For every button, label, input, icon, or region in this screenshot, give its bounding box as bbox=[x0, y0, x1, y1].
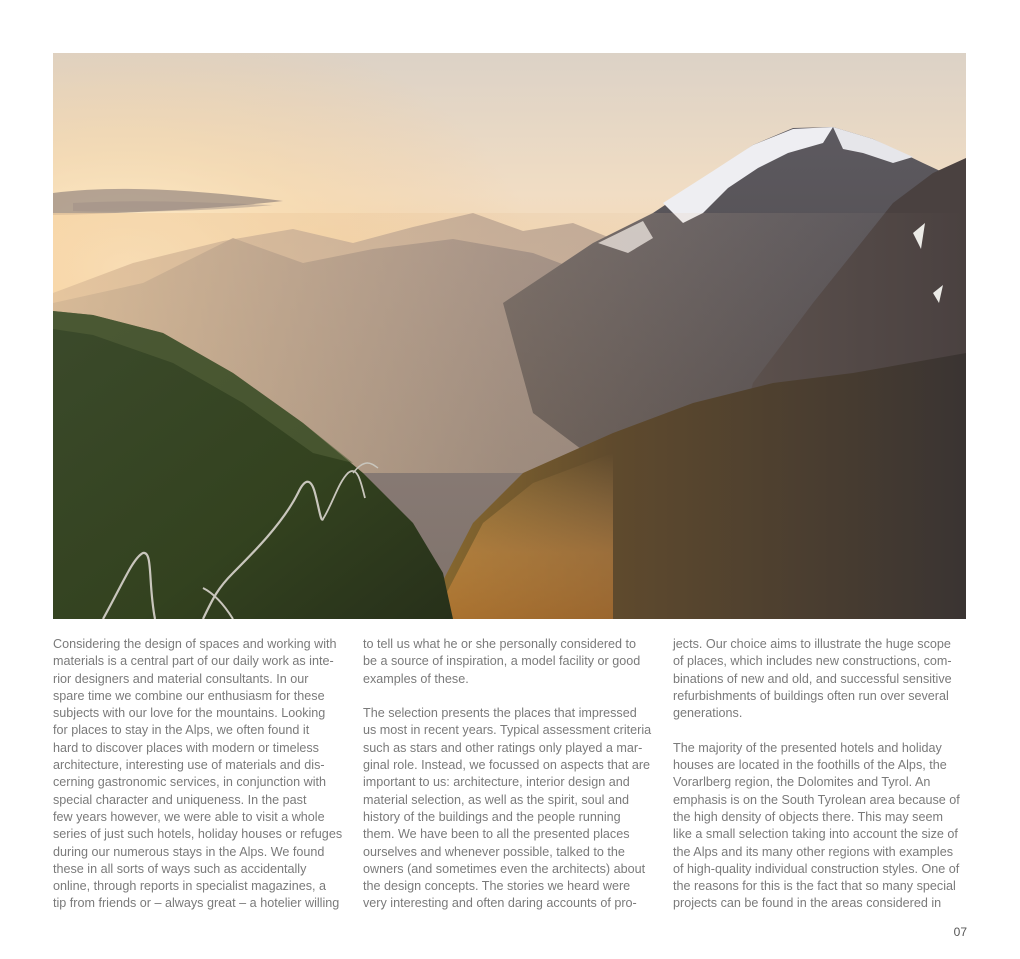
mountain-landscape-illustration bbox=[53, 53, 966, 619]
text-line: us most in recent years. Typical assessment criteria bbox=[363, 723, 652, 738]
page-number: 07 bbox=[953, 925, 967, 939]
text-line: these in all sorts of ways such as accidentally bbox=[53, 861, 307, 876]
text-line: such as stars and other ratings only played a mar- bbox=[363, 740, 643, 755]
text-line: subjects with our love for the mountains. Looking bbox=[53, 706, 326, 721]
text-line: to tell us what he or she personally considered to bbox=[363, 637, 637, 651]
paragraph bbox=[53, 636, 349, 913]
text-line: during our numerous stays in the Alps. We found bbox=[53, 844, 325, 859]
text-line: be a source of inspiration, a model facility or good bbox=[363, 654, 641, 669]
text-line: of high-quality individual construction styles. One of bbox=[673, 861, 960, 876]
text-line: for places to stay in the Alps, we often found it bbox=[53, 723, 310, 738]
text-line: examples of these. bbox=[363, 671, 469, 686]
text-line: Considering the design of spaces and working with bbox=[53, 637, 337, 651]
text-column-2 bbox=[363, 636, 659, 913]
text-line: materials is a central part of our daily work as inte- bbox=[53, 654, 334, 669]
text-line: online, through reports in specialist magazines, a bbox=[53, 879, 327, 894]
text-line: the Alps and its many other regions with examples bbox=[673, 844, 954, 859]
text-column-1 bbox=[53, 636, 349, 913]
text-line: very interesting and often daring accounts of pro- bbox=[363, 896, 637, 911]
text-line: Vorarlberg region, the Dolomites and Tyrol. An bbox=[673, 775, 931, 790]
text-line: the reasons for this is the fact that so many special bbox=[673, 879, 956, 894]
text-line: of places, which includes new constructions, com- bbox=[673, 654, 952, 669]
mountain-landscape-photo bbox=[53, 53, 966, 619]
text-line: the design concepts. The stories we heard were bbox=[363, 879, 631, 894]
paragraph bbox=[673, 740, 969, 913]
text-line: architecture, interesting use of materials and dis- bbox=[53, 758, 325, 773]
text-line: projects can be found in the areas considered in bbox=[673, 896, 942, 911]
text-line: spare time we combine our enthusiasm for these bbox=[53, 688, 325, 703]
text-line: The majority of the presented hotels and holiday bbox=[673, 740, 942, 755]
paragraph-gap bbox=[673, 722, 969, 739]
text-line: cerning gastronomic services, in conjunction with bbox=[53, 775, 326, 790]
text-line: the high density of objects there. This may seem bbox=[673, 809, 943, 824]
paragraph-gap bbox=[363, 688, 659, 705]
text-line: emphasis is on the South Tyrolean area because of bbox=[673, 792, 960, 807]
text-line: jects. Our choice aims to illustrate the huge scope bbox=[673, 637, 951, 651]
text-line: them. We have been to all the presented places bbox=[363, 827, 630, 842]
text-line: ourselves and whenever possible, talked to the bbox=[363, 844, 625, 859]
text-line: history of the buildings and the people running bbox=[363, 809, 621, 824]
paragraph bbox=[673, 636, 969, 722]
text-line: important to us: architecture, interior design and bbox=[363, 775, 630, 790]
text-line: The selection presents the places that impressed bbox=[363, 706, 637, 721]
text-line: few years however, we were able to visit a whole bbox=[53, 809, 325, 824]
text-column-3 bbox=[673, 636, 969, 913]
text-line: hard to discover places with modern or timeless bbox=[53, 740, 319, 755]
text-line: material selection, as well as the spirit, soul and bbox=[363, 792, 629, 807]
text-line: rior designers and material consultants. In our bbox=[53, 671, 309, 686]
text-line: owners (and sometimes even the architects) about bbox=[363, 861, 646, 876]
text-line: like a small selection taking into account the size of bbox=[673, 827, 958, 842]
paragraph bbox=[363, 636, 659, 688]
text-line: special character and uniqueness. In the past bbox=[53, 792, 307, 807]
text-line: generations. bbox=[673, 706, 743, 721]
text-line: houses are located in the foothills of the Alps, the bbox=[673, 758, 947, 773]
text-line: refurbishments of buildings often run over several bbox=[673, 688, 949, 703]
text-line: ginal role. Instead, we focussed on aspects that are bbox=[363, 758, 651, 773]
paragraph bbox=[363, 705, 659, 913]
text-line: series of just such hotels, holiday houses or refuges bbox=[53, 827, 343, 842]
text-line: tip from friends or – always great – a hotelier willing bbox=[53, 896, 340, 911]
text-line: binations of new and old, and successful sensitive bbox=[673, 671, 952, 686]
